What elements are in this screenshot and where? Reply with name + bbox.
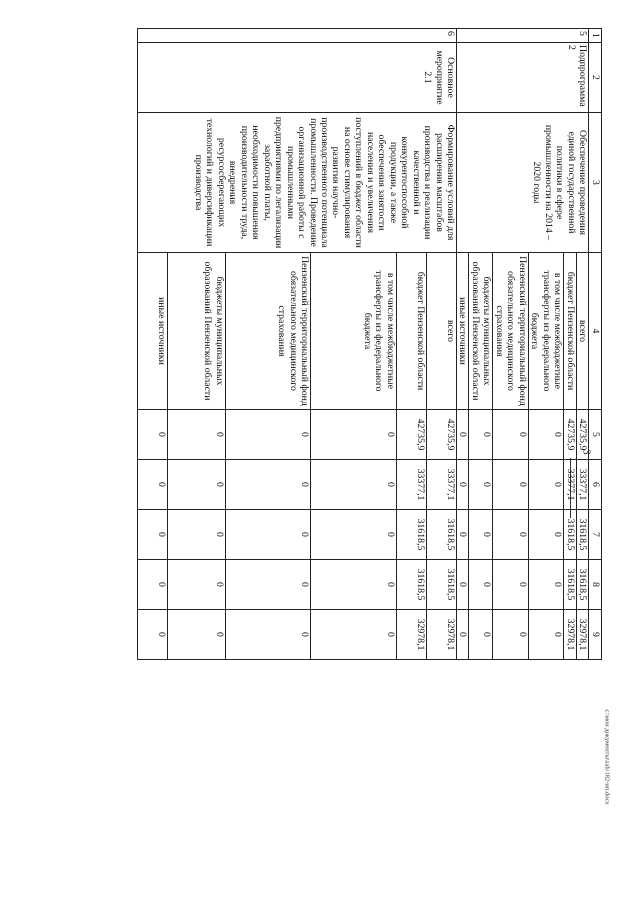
- value-col-7: 31618,5: [426, 510, 456, 560]
- value-col-9: 32978,1: [564, 610, 576, 660]
- value-col-9: 32978,1: [396, 610, 426, 660]
- table-row: [426, 29, 456, 660]
- value-col-7: 31618,5: [576, 510, 588, 560]
- header-col-4: 4: [589, 253, 602, 410]
- value-col-7: 31618,5: [396, 510, 426, 560]
- value-col-6: 33377,1: [564, 460, 576, 510]
- page-number: 3: [580, 449, 592, 455]
- header-col-5: 5: [589, 410, 602, 460]
- value-col-6: 0: [469, 460, 493, 510]
- value-col-9: 0: [457, 610, 469, 660]
- value-col-8: 0: [457, 560, 469, 610]
- funding-source: иные источники: [457, 253, 469, 410]
- value-col-8: 0: [493, 560, 528, 610]
- header-col-8: 8: [589, 560, 602, 610]
- funding-source: бюджет Пензенской области: [396, 253, 426, 410]
- value-col-5: 42735,9: [576, 410, 588, 460]
- program-type: Подпрограмма 2: [457, 43, 589, 113]
- header-col-7: 7: [589, 510, 602, 560]
- program-title: Формирование условий для расширения масштабов производства и реализации качественной и конкурентоспособной продукции, а также обеспечения занятости населения и увеличения поступлений в бюджет области на основе стимулирования развития научно-производственного потенциала промышленности. Проведение организационной работы с промышленными предприятиями по легализации заработной платы, необходимости повышения производительности труда, внедрения ресурсосберегающих технологий и диверсификации производства: [138, 113, 457, 253]
- value-col-9: 0: [225, 610, 310, 660]
- header-row: [589, 29, 602, 660]
- table-row: [576, 29, 588, 660]
- value-col-5: 0: [469, 410, 493, 460]
- funding-source: иные источники: [138, 253, 168, 410]
- budget-table: [137, 28, 602, 660]
- value-col-9: 32978,1: [576, 610, 588, 660]
- funding-source: бюджеты муниципальных образований Пензенской области: [168, 253, 226, 410]
- value-col-7: 0: [311, 510, 396, 560]
- value-col-6: 0: [493, 460, 528, 510]
- value-col-5: 0: [528, 410, 563, 460]
- value-col-9: 0: [493, 610, 528, 660]
- value-col-8: 0: [528, 560, 563, 610]
- value-col-6: 33377,1: [576, 460, 588, 510]
- header-col-6: 6: [589, 460, 602, 510]
- value-col-7: 0: [138, 510, 168, 560]
- funding-source: всего: [576, 253, 588, 410]
- value-col-6: 0: [311, 460, 396, 510]
- value-col-5: 0: [311, 410, 396, 460]
- value-col-9: 0: [168, 610, 226, 660]
- value-col-5: 0: [493, 410, 528, 460]
- value-col-8: 31618,5: [564, 560, 576, 610]
- rotated-table-container: [54, 28, 602, 659]
- funding-source: бюджеты муниципальных образований Пензенской области: [469, 253, 493, 410]
- value-col-8: 31618,5: [576, 560, 588, 610]
- value-col-5: 42735,9: [426, 410, 456, 460]
- value-col-8: 0: [469, 560, 493, 610]
- footer-file-path: c:\мои документы\zab\182-ип.docx: [603, 709, 611, 805]
- value-col-7: 0: [469, 510, 493, 560]
- value-col-8: 0: [225, 560, 310, 610]
- value-col-5: 0: [225, 410, 310, 460]
- header-col-2: 2: [589, 43, 602, 113]
- value-col-5: 0: [457, 410, 469, 460]
- funding-source: в том числе межбюджетные трансферты из федерального бюджета: [311, 253, 396, 410]
- value-col-6: 0: [168, 460, 226, 510]
- row-number: 6: [138, 29, 457, 43]
- value-col-6: 0: [528, 460, 563, 510]
- funding-source: Пензенский территориальный фонд обязательного медицинского страхования: [493, 253, 528, 410]
- funding-source: всего: [426, 253, 456, 410]
- value-col-6: 0: [138, 460, 168, 510]
- value-col-7: 0: [457, 510, 469, 560]
- value-col-9: 0: [528, 610, 563, 660]
- value-col-6: 0: [225, 460, 310, 510]
- value-col-6: 33377,1: [426, 460, 456, 510]
- value-col-9: 32978,1: [426, 610, 456, 660]
- value-col-7: 31618,5: [564, 510, 576, 560]
- value-col-8: 31618,5: [426, 560, 456, 610]
- value-col-5: 0: [168, 410, 226, 460]
- value-col-5: 42735,9: [396, 410, 426, 460]
- funding-source: в том числе межбюджетные трансферты из федерального бюджета: [528, 253, 563, 410]
- value-col-8: 0: [311, 560, 396, 610]
- header-col-1: 1: [589, 29, 602, 43]
- funding-source: бюджет Пензенской области: [564, 253, 576, 410]
- value-col-8: 31618,5: [396, 560, 426, 610]
- value-col-6: 33377,1: [396, 460, 426, 510]
- funding-source: Пензенский территориальный фонд обязательного медицинского страхования: [225, 253, 310, 410]
- value-col-8: 0: [168, 560, 226, 610]
- header-col-9: 9: [589, 610, 602, 660]
- value-col-6: 0: [457, 460, 469, 510]
- value-col-7: 0: [225, 510, 310, 560]
- program-type: Основное мероприятие 2.1: [138, 43, 457, 113]
- value-col-7: 0: [168, 510, 226, 560]
- value-col-7: 0: [528, 510, 563, 560]
- row-number: 5: [457, 29, 589, 43]
- program-title: Обеспечение проведения единой государственной политики в сфере промышленности на 2014 – 2020 годы: [457, 113, 589, 253]
- value-col-5: 0: [138, 410, 168, 460]
- header-col-3: 3: [589, 113, 602, 253]
- value-col-8: 0: [138, 560, 168, 610]
- value-col-5: 42735,9: [564, 410, 576, 460]
- value-col-9: 0: [311, 610, 396, 660]
- value-col-9: 0: [138, 610, 168, 660]
- value-col-9: 0: [469, 610, 493, 660]
- value-col-7: 0: [493, 510, 528, 560]
